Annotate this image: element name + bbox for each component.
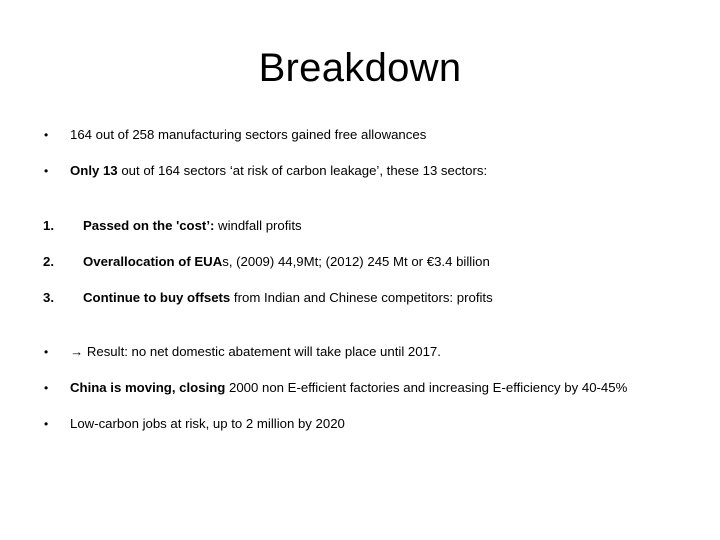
bullet-bold-text: China is moving, closing	[70, 380, 226, 395]
numbered-bold-text: Passed on the 'cost’:	[83, 218, 215, 233]
number-marker: 1.	[43, 218, 54, 233]
bullet-regular-text: Low-carbon jobs at risk, up to 2 million by 2020	[70, 416, 345, 431]
bullet-marker: •	[44, 381, 49, 395]
numbered-text	[83, 253, 490, 271]
bullet-bold-text: Only 13	[70, 163, 118, 178]
bullet-text	[70, 379, 627, 397]
bullet-marker: •	[44, 417, 49, 431]
number-marker: 3.	[43, 290, 54, 305]
numbered-text	[83, 289, 493, 307]
slide-title: Breakdown	[258, 46, 462, 90]
bullet-text	[70, 162, 487, 180]
numbered-regular-text: s, (2009) 44,9Mt; (2012) 245 Mt or €3.4 billion	[222, 254, 490, 269]
bullet-regular-text: → Result: no net domestic abatement will take place until 2017.	[70, 344, 441, 359]
bullet-text	[70, 343, 441, 361]
bullet-marker: •	[44, 128, 49, 142]
numbered-regular-text: from Indian and Chinese competitors: profits	[230, 290, 493, 305]
numbered-regular-text: windfall profits	[214, 218, 302, 233]
bullet-text	[70, 415, 345, 433]
bullet-regular-text: 2000 non E-efficient factories and increasing E-efficiency by 40-45%	[225, 380, 628, 395]
bullet-regular-text: out of 164 sectors ‘at risk of carbon leakage’, these 13 sectors:	[117, 163, 488, 178]
bullet-text	[70, 126, 426, 144]
numbered-bold-text: Overallocation of EUA	[83, 254, 223, 269]
bullet-regular-text: 164 out of 258 manufacturing sectors gained free allowances	[70, 127, 427, 142]
numbered-text	[83, 217, 302, 235]
bullet-marker: •	[44, 164, 49, 178]
bullet-marker: •	[44, 345, 49, 359]
numbered-bold-text: Continue to buy offsets	[83, 290, 231, 305]
number-marker: 2.	[43, 254, 54, 269]
